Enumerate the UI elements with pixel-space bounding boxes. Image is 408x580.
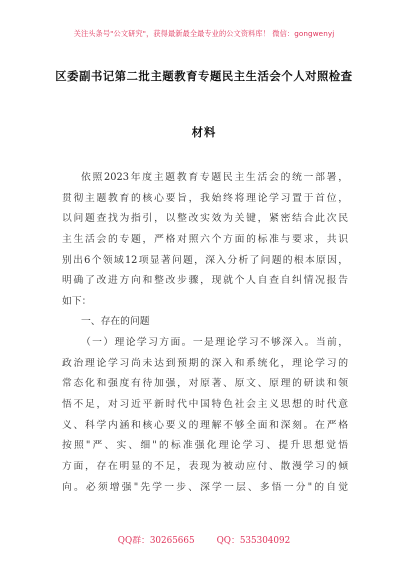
body-line: 贯彻主题教育的核心要旨，我始终将理论学习置于首位， <box>62 192 348 204</box>
body-line: 向。必须增强"先学一步、深学一层、多悟一分"的自觉 <box>62 481 348 493</box>
body-line: 依照2023年度主题教育专题民主生活会的统一部署， <box>81 172 348 183</box>
document-title-line-2: 材料 <box>191 126 217 139</box>
body-line: （一）理论学习方面。一是理论学习不够深入。当前， <box>81 337 348 349</box>
document-body <box>62 168 348 498</box>
body-line: 别出6个领域12项显著问题，深入分析了问题的根本原因， <box>62 254 348 266</box>
footer-qq-group: QQ群：30265665 <box>117 536 195 546</box>
body-line: 方面，存在明显的不足，表现为被动应付、散漫学习的倾 <box>62 460 348 472</box>
section-heading: 一、存在的问题 <box>81 316 150 328</box>
body-line: 主生活会的专题，严格对照六个方面的标准与要求，共识 <box>62 233 348 245</box>
body-line: 常态化和强度有待加强，对原著、原文、原理的研读和领 <box>62 378 348 390</box>
document-title-line-1: 区委副书记第二批主题教育专题民主生活会个人对照检查 <box>55 70 353 83</box>
footer-qq-number: QQ：535304092 <box>216 536 291 546</box>
body-line: 以问题查找为指引，以整改实效为关键，紧密结合此次民 <box>62 213 348 225</box>
body-line: 按照"严、实、细"的标准强化理论学习、提升思想觉悟 <box>62 440 348 452</box>
body-line: 如下： <box>62 295 92 307</box>
header-ad-text: 关注头条号"公文研究"，获得最新最全最专业的公文资料库！ 微信：gongwenyj <box>73 29 335 38</box>
body-line: 义、科学内涵和核心要义的理解不够全面和深刻。在严格 <box>62 419 348 431</box>
body-line: 悟不足，对习近平新时代中国特色社会主义思想的时代意 <box>62 399 348 411</box>
footer-contact <box>0 533 408 546</box>
body-line: 明确了改进方向和整改步骤，现就个人自查自纠情况报告 <box>62 275 348 287</box>
body-line: 政治理论学习尚未达到预期的深入和系统化，理论学习的 <box>62 357 348 369</box>
